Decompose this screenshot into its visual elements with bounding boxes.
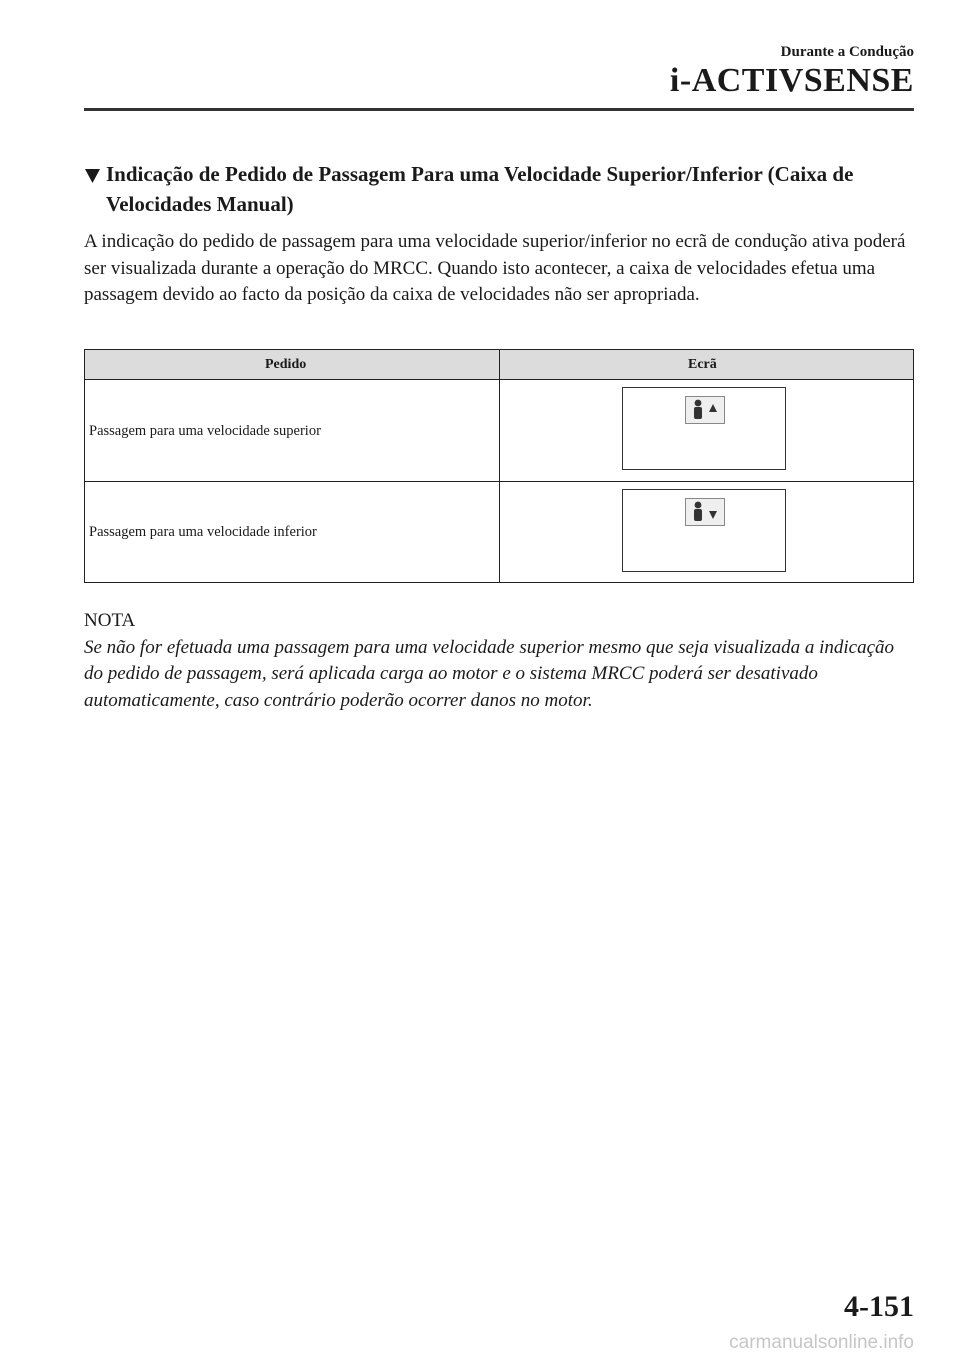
running-header-section: Durante a Condução xyxy=(780,44,914,60)
page-number: 4-151 xyxy=(844,1290,914,1323)
table-row-upshift-label: Passagem para uma velocidade superior xyxy=(89,423,321,439)
table-row-downshift-screen xyxy=(622,489,786,572)
section-heading xyxy=(84,159,914,219)
running-header-chapter: i-ACTIVSENSE xyxy=(669,62,914,99)
note-text: Se não for efetuada uma passagem para uma velocidade superior mesmo que seja visualizada a indicação do pedido de passagem, será aplicada carga ao motor e o sistema MRCC poderá ser desativado automaticamente, caso contrário poderão ocorrer danos no motor. xyxy=(84,636,895,711)
header-divider xyxy=(84,108,914,111)
note-block xyxy=(84,608,914,714)
triangle-bullet-icon xyxy=(84,159,102,197)
shift-request-table xyxy=(84,349,914,583)
section-heading-text: Indicação de Pedido de Passagem Para uma Velocidade Superior/Inferior (Caixa de Velocidades Manual) xyxy=(106,162,854,216)
watermark: carmanualsonline.info xyxy=(729,1332,914,1353)
note-label: NOTA xyxy=(84,610,136,631)
shift-down-indicator-icon xyxy=(685,498,725,531)
table-row-downshift-label: Passagem para uma velocidade inferior xyxy=(89,524,317,540)
shift-up-indicator-icon xyxy=(685,396,725,429)
intro-paragraph: A indicação do pedido de passagem para uma velocidade superior/inferior no ecrã de condução ativa poderá ser visualizada durante a operação do MRCC. Quando isto acontecer, a caixa de velocidades efetua uma passagem devido ao facto da posição da caixa de velocidades não ser apropriada. xyxy=(84,231,906,305)
column-header-request: Pedido xyxy=(265,357,307,372)
column-header-screen: Ecrã xyxy=(688,357,717,372)
table-row-upshift-screen xyxy=(622,387,786,470)
